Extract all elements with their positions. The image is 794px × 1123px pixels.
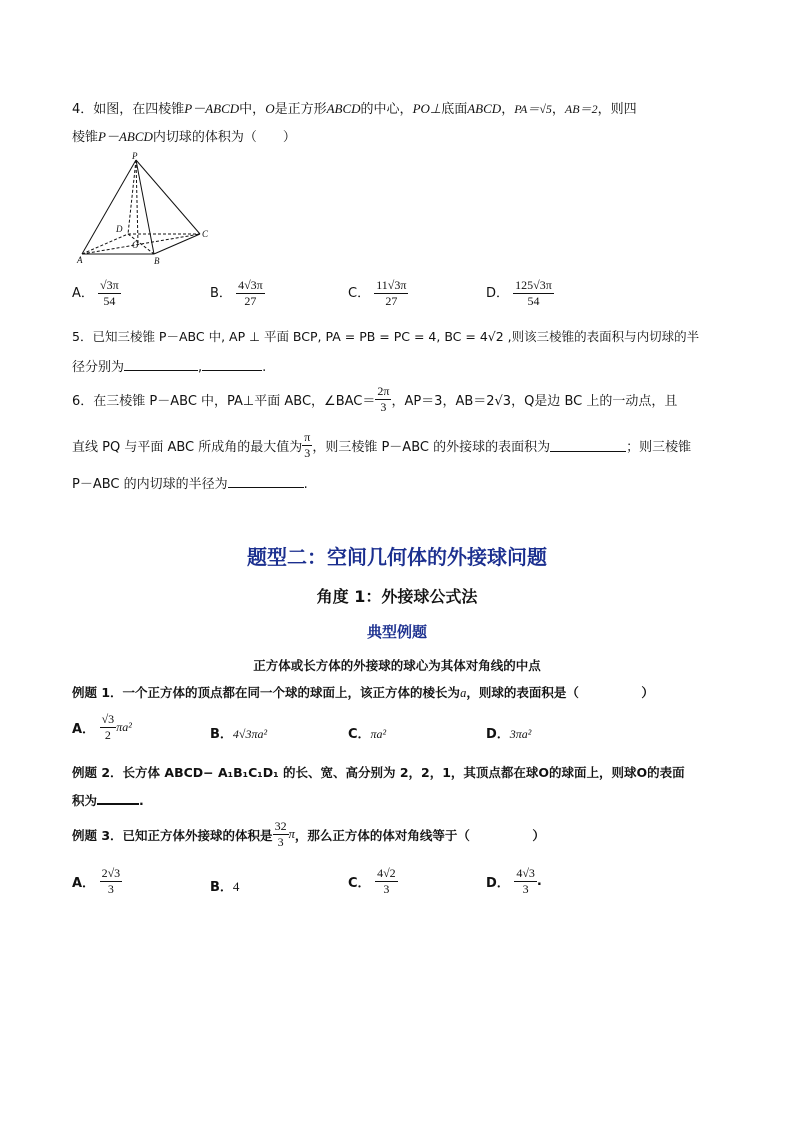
answer-blank[interactable]: [124, 358, 198, 371]
q4-option-d[interactable]: D． $\frac{125√3\pi}{54}$: [486, 278, 552, 308]
answer-blank[interactable]: [97, 791, 139, 805]
section-title: 题型二：空间几何体的外接球问题: [247, 545, 547, 569]
q6-line1: 6．在三棱锥 P－ABC 中，PA⊥平面 ABC，∠BAC＝ $\frac{2\pi}{3}$ ，AP＝3，AB＝2√3，Q是边 BC 上的一动点，且: [72, 384, 678, 414]
q4-option-c[interactable]: C． $\frac{11√3\pi}{27}$: [348, 278, 407, 308]
fraction: $\frac{4√3\pi}{27}$: [238, 278, 263, 308]
fraction: $\frac{2√3}{3}$: [101, 866, 121, 896]
fraction: $\frac{√3}{2}$: [101, 712, 115, 742]
answer-blank[interactable]: [202, 358, 262, 371]
answer-blank[interactable]: [550, 439, 626, 452]
label-c: C: [202, 229, 209, 239]
label-o: O: [132, 240, 139, 250]
label-d: D: [116, 224, 123, 234]
fraction: $\frac{4√2}{3}$: [377, 866, 396, 896]
ex1-option-c[interactable]: C．πa²: [348, 727, 387, 742]
fraction: $\frac{32}{3}$: [274, 819, 287, 849]
ex1-option-b[interactable]: B．4√3πa²: [210, 727, 268, 742]
answer-blank[interactable]: [228, 475, 304, 488]
label-a: A: [77, 255, 83, 265]
ex2-line2: 积为 .: [72, 793, 144, 808]
q4-option-b[interactable]: B． $\frac{4√3\pi}{27}$: [210, 278, 263, 308]
pyramid-figure: [74, 150, 214, 268]
label-p: P: [132, 151, 138, 161]
section-subtitle: 角度 1：外接球公式法: [316, 587, 478, 606]
ex3-option-a[interactable]: A． $\frac{2√3}{3}$: [72, 866, 121, 896]
q6-line2: 直线 PQ 与平面 ABC 所成角的最大值为 $\frac{\pi}{3}$ ，则三棱锥 P－ABC 的外接球的表面积为 ；则三棱锥: [72, 430, 692, 460]
examples-heading: 典型例题: [366, 623, 427, 641]
ex3-line: 例题 3．已知正方体外接球的体积是 $\frac{32}{3}$ π，那么正方体的体对角线等于（ ）: [72, 819, 545, 849]
ex1-option-d[interactable]: D．3πa²: [486, 727, 532, 742]
fraction: $\frac{125√3\pi}{54}$: [515, 278, 552, 308]
ex2-line1: 例题 2．长方体 ABCD− A₁B₁C₁D₁ 的长、宽、高分别为 2，2，1，其顶点都在球O的球面上，则球O的表面: [72, 765, 685, 780]
fraction: $\frac{√3\pi}{54}$: [100, 278, 119, 308]
section-note: 正方体或长方体的外接球的球心为其体对角线的中点: [253, 658, 541, 673]
fraction: $\frac{\pi}{3}$: [304, 430, 311, 460]
q4-line1: 4．如图，在四棱锥P－ABCD中，O是正方形ABCD的中心，PO⊥底面ABCD，PA＝√5，AB＝2，则四: [72, 101, 637, 117]
fraction: $\frac{11√3\pi}{27}$: [376, 278, 407, 308]
q6-line3: P－ABC 的内切球的半径为 .: [72, 477, 308, 492]
ex3-option-c[interactable]: C． $\frac{4√2}{3}$: [348, 866, 396, 896]
fraction: $\frac{4√3}{3}$: [516, 866, 535, 896]
fraction: $\frac{2\pi}{3}$: [377, 384, 390, 414]
ex3-option-d[interactable]: D． $\frac{4√3}{3}$ .: [486, 866, 542, 896]
q4-option-a[interactable]: A． $\frac{√3\pi}{54}$: [72, 278, 119, 308]
label-b: B: [154, 256, 160, 266]
q5-line1: 5．已知三棱锥 P－ABC 中, AP ⊥ 平面 BCP, PA = PB = PC = 4, BC = 4√2 ,则该三棱锥的表面积与内切球的半: [72, 329, 700, 344]
ex1-option-a[interactable]: A． $\frac{√3}{2}$ πa²: [72, 712, 132, 742]
q4-line2: 棱锥P－ABCD内切球的体积为（ ）: [72, 129, 296, 145]
ex3-option-b[interactable]: B．4: [210, 879, 240, 895]
q5-line2: 径分别为 , .: [72, 360, 267, 375]
ex1-line: 例题 1．一个正方体的顶点都在同一个球的球面上，该正方体的棱长为a，则球的表面积是（ ）: [72, 685, 654, 700]
